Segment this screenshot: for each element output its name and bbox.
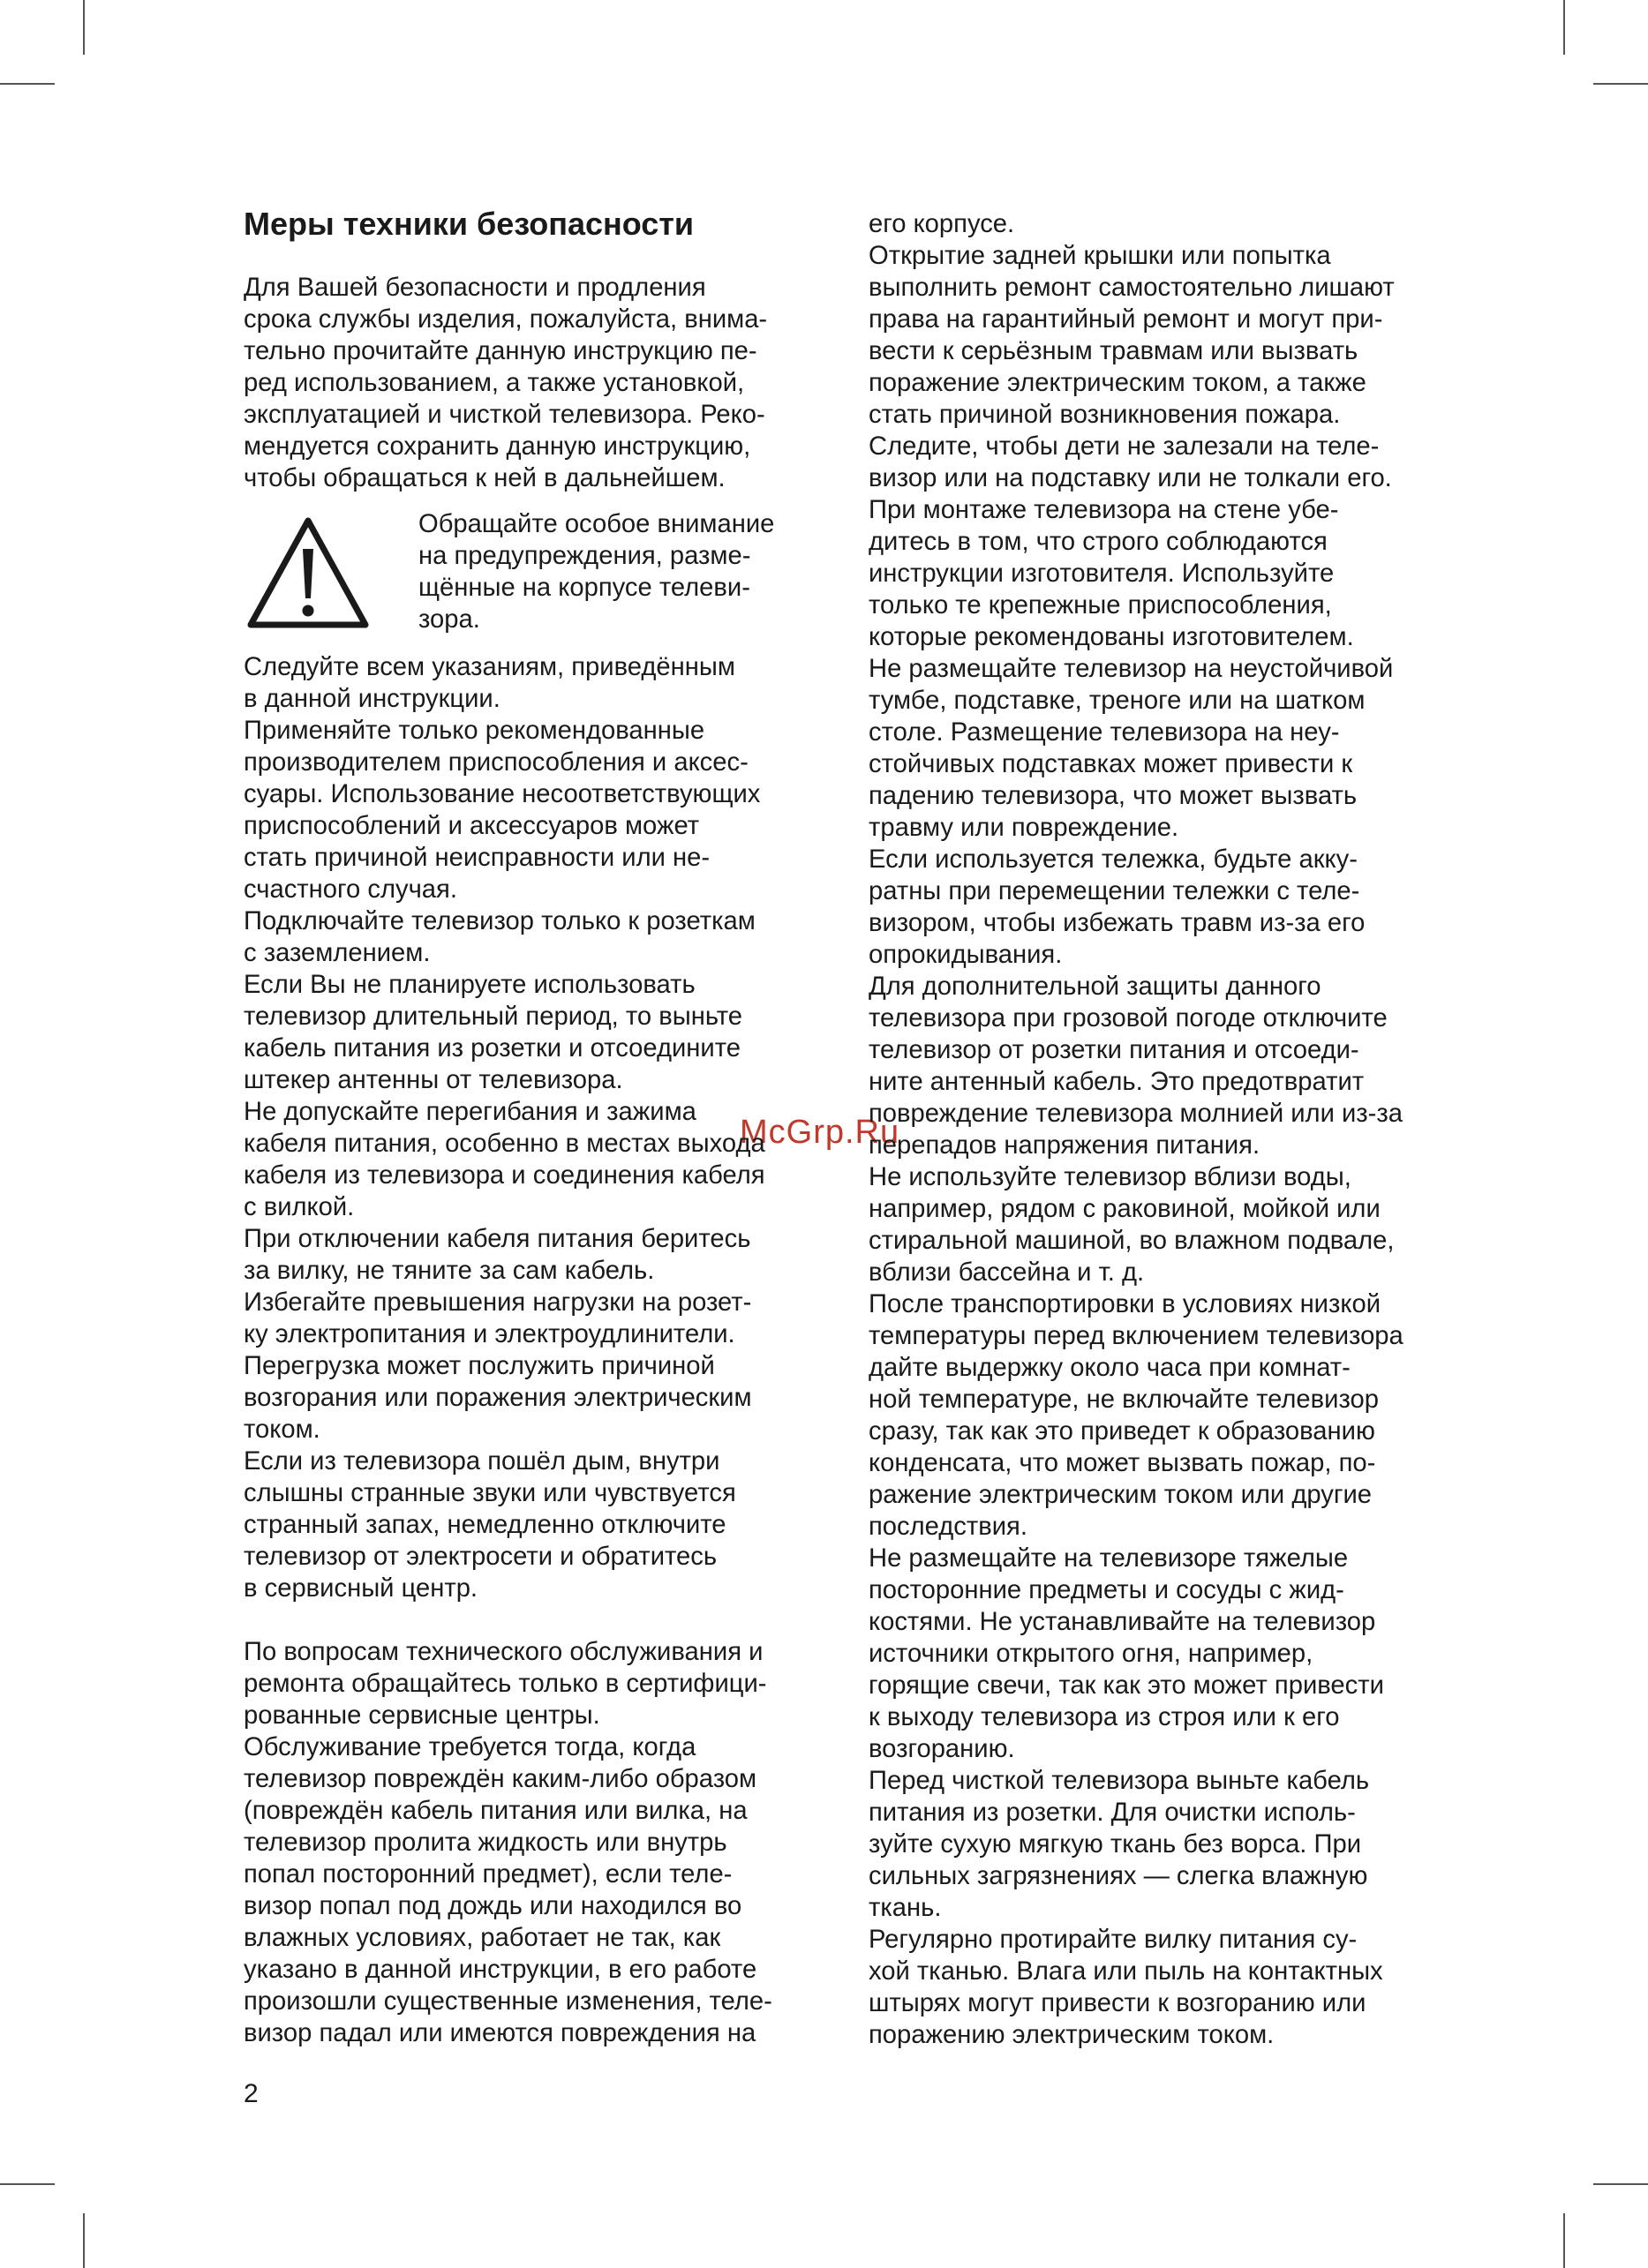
warning-text: Обращайте особое внимание на предупреждения, разме- щённые на корпусе телеви- зора. xyxy=(418,510,775,634)
page-number: 2 xyxy=(244,2079,259,2108)
safety-paragraph: Избегайте превышения нагрузки на розет- ку электропитания и электроудлинители. Перегрузка может послужить причиной возгорания или поражения электрическим током. xyxy=(244,1288,752,1444)
safety-paragraph: Регулярно протирайте вилку питания су- хой тканью. Влага или пыль на контактных штырях могут привести к возгоранию или поражению электрическим током. xyxy=(869,1926,1383,2049)
intro-paragraph: Для Вашей безопасности и продления срока службы изделия, пожалуйста, внима- тельно прочитайте данную инструкцию пе- ред использованием, а также установкой, эксплуатацией и чисткой телевизора. Реко- мендуется сохранить данную инструкцию, чтобы обращаться к ней в дальнейшем. xyxy=(244,274,768,492)
watermark: McGrp.Ru xyxy=(740,1114,900,1151)
warning-notice xyxy=(244,508,844,635)
safety-paragraph: Следуйте всем указаниям, приведённым в данной инструкции. xyxy=(244,653,735,713)
crop-mark xyxy=(0,83,55,85)
crop-mark xyxy=(0,2183,55,2185)
safety-paragraph: Если используется тележка, будьте акку- ратны при перемещении тележки с теле- визором, чтобы избежать травм из-за его опрокидывания. xyxy=(869,845,1366,969)
service-paragraph: По вопросам технического обслуживания и ремонта обращайтесь только в сертифици- рованные сервисные центры. xyxy=(244,1638,767,1730)
safety-paragraph: его корпусе. xyxy=(869,210,1015,238)
safety-paragraph: Если из телевизора пошёл дым, внутри слышны странные звуки или чувствуется странный запах, немедленно отключите телевизор от электросети и обратитесь в сервисный центр. xyxy=(244,1447,736,1603)
crop-mark xyxy=(1563,0,1565,55)
paragraph-gap xyxy=(244,1604,844,1636)
safety-paragraph: Открытие задней крышки или попытка выполнить ремонт самостоятельно лишают права на гарантийный ремонт и могут при- вести к серьёзным травмам или вызвать поражение электрическим током, а также стать причиной возникновения пожара. xyxy=(869,242,1395,429)
left-column xyxy=(244,205,844,2049)
safety-paragraph: Перед чисткой телевизора выньте кабель питания из розетки. Для очистки исполь- зуйте сухую мягкую ткань без ворса. При сильных загрязнениях — слегка влажную ткань. xyxy=(869,1767,1370,1922)
safety-paragraph: Не размещайте на телевизоре тяжелые посторонние предметы и сосуды с жид- костями. Не устанавливайте на телевизор источники открытого огня, например, горящие свечи, так как это может привести к выходу телевизора из строя или к его возгоранию. xyxy=(869,1544,1384,1763)
safety-paragraph: Следите, чтобы дети не залезали на теле- визор или на подставку или не толкали его. xyxy=(869,432,1392,492)
warning-triangle-icon xyxy=(244,514,372,634)
safety-paragraph: Для дополнительной защиты данного телевизора при грозовой погоде отключите телевизор от розетки питания и отсоеди- ните антенный кабель. Это предотвратит повреждение телевизора молнией или из-за перепадов напряжения питания. xyxy=(869,973,1403,1160)
crop-mark xyxy=(1593,83,1648,85)
safety-paragraph: Не допускайте перегибания и зажима кабеля питания, особенно в местах выхода кабеля из телевизора и соединения кабеля с вилкой. xyxy=(244,1098,765,1221)
crop-mark xyxy=(83,2213,85,2268)
page-title: Меры техники безопасности xyxy=(244,206,695,242)
service-paragraph: Обслуживание требуется тогда, когда телевизор повреждён каким-либо образом (повреждён кабель питания или вилка, на телевизор пролита жидкость или внутрь попал посторонний предмет), если теле- визор попал под дождь или находился во влажных условиях, работает не так, как указано в данной инструкции, в его работе произошли существенные изменения, теле- визор падал или имеются повреждения на xyxy=(244,1733,772,2047)
crop-mark xyxy=(83,0,85,55)
safety-paragraph: Не используйте телевизор вблизи воды, например, рядом с раковиной, мойкой или стиральной машиной, во влажном подвале, вблизи бассейна и т. д. xyxy=(869,1163,1395,1287)
crop-mark xyxy=(1593,2183,1648,2185)
crop-mark xyxy=(1563,2213,1565,2268)
safety-paragraph: Подключайте телевизор только к розеткам с заземлением. xyxy=(244,907,756,967)
safety-paragraph: Не размещайте телевизор на неустойчивой тумбе, подставке, треноге или на шатком столе. Размещение телевизора на неу- стойчивых подставках может привести к падению телевизора, что может вызвать травму или повреждение. xyxy=(869,655,1394,842)
safety-paragraph: Применяйте только рекомендованные производителем приспособления и аксес- суары. Использование несоответствующих приспособлений и аксессуаров может стать причиной неисправности или не- счастного случая. xyxy=(244,717,761,904)
safety-paragraph: При монтаже телевизора на стене убе- дитесь в том, что строго соблюдаются инструкции изготовителя. Используйте только те крепежные приспособления, которые рекомендованы изготовителем. xyxy=(869,496,1354,651)
safety-paragraph: Если Вы не планируете использовать телевизор длительный период, то выньте кабель питания из розетки и отсоедините штекер антенны от телевизора. xyxy=(244,971,743,1094)
safety-paragraph: После транспортировки в условиях низкой температуры перед включением телевизора дайте выдержку около часа при комнат- ной температуре, не включайте телевизор сразу, так как это приведет к образованию конденсата, что может вызвать пожар, по- ражение электрическим током или другие последствия. xyxy=(869,1290,1403,1541)
safety-paragraph: При отключении кабеля питания беритесь за вилку, не тяните за сам кабель. xyxy=(244,1225,751,1285)
right-column xyxy=(869,208,1469,2051)
